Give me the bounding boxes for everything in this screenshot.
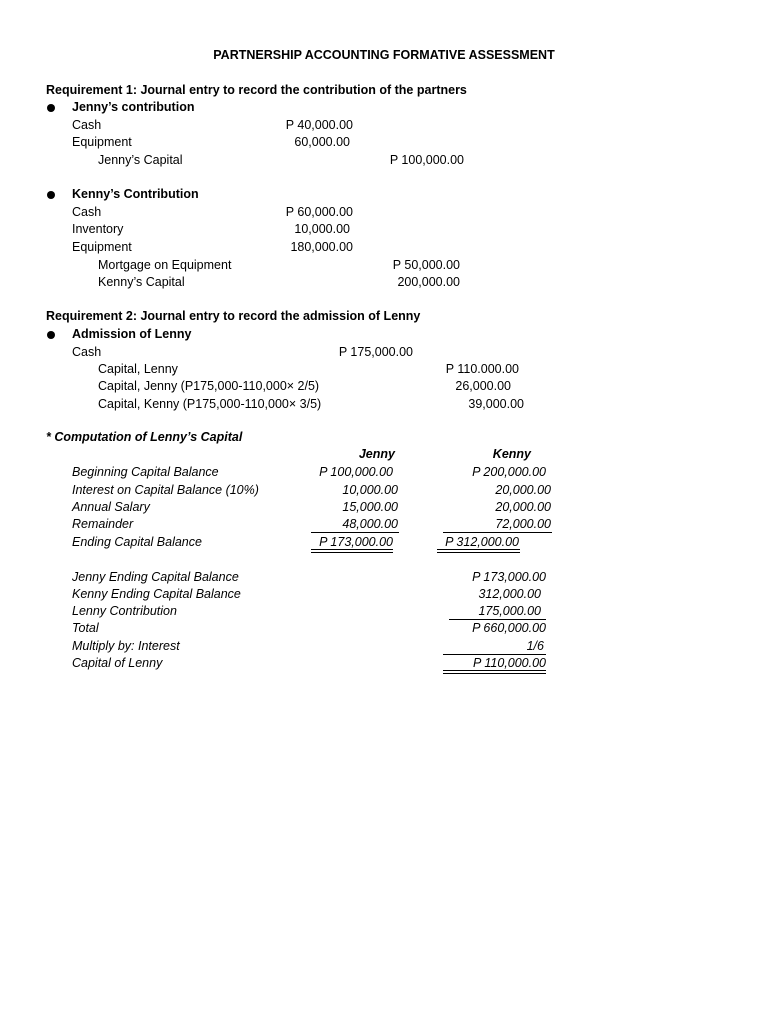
- credit-amount: 200,000.00: [397, 275, 460, 289]
- debit-amount: 60,000.00: [294, 135, 350, 149]
- journal-account: Jenny’s Capital: [98, 153, 183, 167]
- lenny-value: 1/6: [526, 639, 544, 653]
- lenny-value: P 660,000.00: [472, 621, 546, 635]
- computation-label: Capital of Lenny: [72, 656, 163, 670]
- kenny-value: 20,000.00: [495, 500, 551, 514]
- jenny-value: P 100,000.00: [319, 465, 393, 479]
- subtotal-rule: [443, 532, 552, 533]
- subtotal-rule: [449, 619, 546, 620]
- journal-account: Capital, Jenny (P175,000-110,000× 2/5): [98, 379, 320, 393]
- journal-account: Cash: [72, 345, 102, 359]
- journal-account: Mortgage on Equipment: [98, 258, 232, 272]
- computation-heading: * Computation of Lenny’s Capital: [46, 430, 243, 444]
- computation-label: Annual Salary: [72, 500, 150, 514]
- computation-label: Interest on Capital Balance (10%): [72, 483, 259, 497]
- credit-amount: P 50,000.00: [392, 258, 460, 272]
- journal-account: Inventory: [72, 222, 124, 236]
- lenny-value: 312,000.00: [478, 587, 541, 601]
- total-double-rule: [311, 549, 393, 553]
- subtotal-rule: [443, 654, 546, 655]
- debit-amount: P 175,000.00: [338, 345, 413, 359]
- jenny-contribution-label: Jenny’s contribution: [72, 100, 195, 114]
- jenny-value: 15,000.00: [342, 500, 398, 514]
- requirement-2-heading: Requirement 2: Journal entry to record the admission of Lenny: [46, 309, 421, 323]
- debit-amount: 10,000.00: [294, 222, 350, 236]
- lenny-value: P 110,000.00: [473, 656, 546, 670]
- credit-amount: P 110.000.00: [445, 362, 519, 376]
- computation-label: Beginning Capital Balance: [72, 465, 219, 479]
- kenny-value: P 200,000.00: [472, 465, 546, 479]
- bullet-icon: [47, 104, 55, 112]
- admission-label: Admission of Lenny: [72, 327, 192, 341]
- requirement-1-heading: Requirement 1: Journal entry to record the contribution of the partners: [46, 83, 467, 97]
- computation-label: Remainder: [72, 517, 134, 531]
- computation-label: Multiply by: Interest: [72, 639, 180, 653]
- page-title: PARTNERSHIP ACCOUNTING FORMATIVE ASSESSMENT: [213, 48, 555, 62]
- journal-account: Cash: [72, 118, 102, 132]
- kenny-value: 20,000.00: [495, 483, 551, 497]
- bullet-icon: [47, 191, 55, 199]
- computation-label: Lenny Contribution: [72, 604, 177, 618]
- total-double-rule: [443, 670, 546, 674]
- credit-amount: 39,000.00: [468, 397, 524, 411]
- jenny-value: 10,000.00: [342, 483, 398, 497]
- computation-label: Kenny Ending Capital Balance: [72, 587, 241, 601]
- lenny-value: 175,000.00: [478, 604, 541, 618]
- kenny-contribution-label: Kenny’s Contribution: [72, 187, 199, 201]
- kenny-value: P 312,000.00: [445, 535, 519, 549]
- total-double-rule: [437, 549, 520, 553]
- bullet-icon: [47, 331, 55, 339]
- computation-label: Total: [72, 621, 99, 635]
- credit-amount: P 100,000.00: [389, 153, 464, 167]
- journal-account: Cash: [72, 205, 102, 219]
- credit-amount: 26,000.00: [455, 379, 511, 393]
- jenny-value: 48,000.00: [342, 517, 398, 531]
- kenny-value: 72,000.00: [495, 517, 551, 531]
- journal-account: Capital, Kenny (P175,000-110,000× 3/5): [98, 397, 322, 411]
- journal-account: Kenny’s Capital: [98, 275, 185, 289]
- computation-label: Ending Capital Balance: [72, 535, 202, 549]
- debit-amount: P 60,000.00: [285, 205, 353, 219]
- journal-account: Capital, Lenny: [98, 362, 178, 376]
- debit-amount: 180,000.00: [290, 240, 353, 254]
- jenny-value: P 173,000.00: [319, 535, 393, 549]
- computation-label: Jenny Ending Capital Balance: [72, 570, 239, 584]
- column-header-jenny: Jenny: [358, 447, 395, 461]
- column-header-kenny: Kenny: [492, 447, 531, 461]
- journal-account: Equipment: [72, 135, 132, 149]
- lenny-value: P 173,000.00: [472, 570, 546, 584]
- debit-amount: P 40,000.00: [285, 118, 353, 132]
- subtotal-rule: [311, 532, 399, 533]
- journal-account: Equipment: [72, 240, 132, 254]
